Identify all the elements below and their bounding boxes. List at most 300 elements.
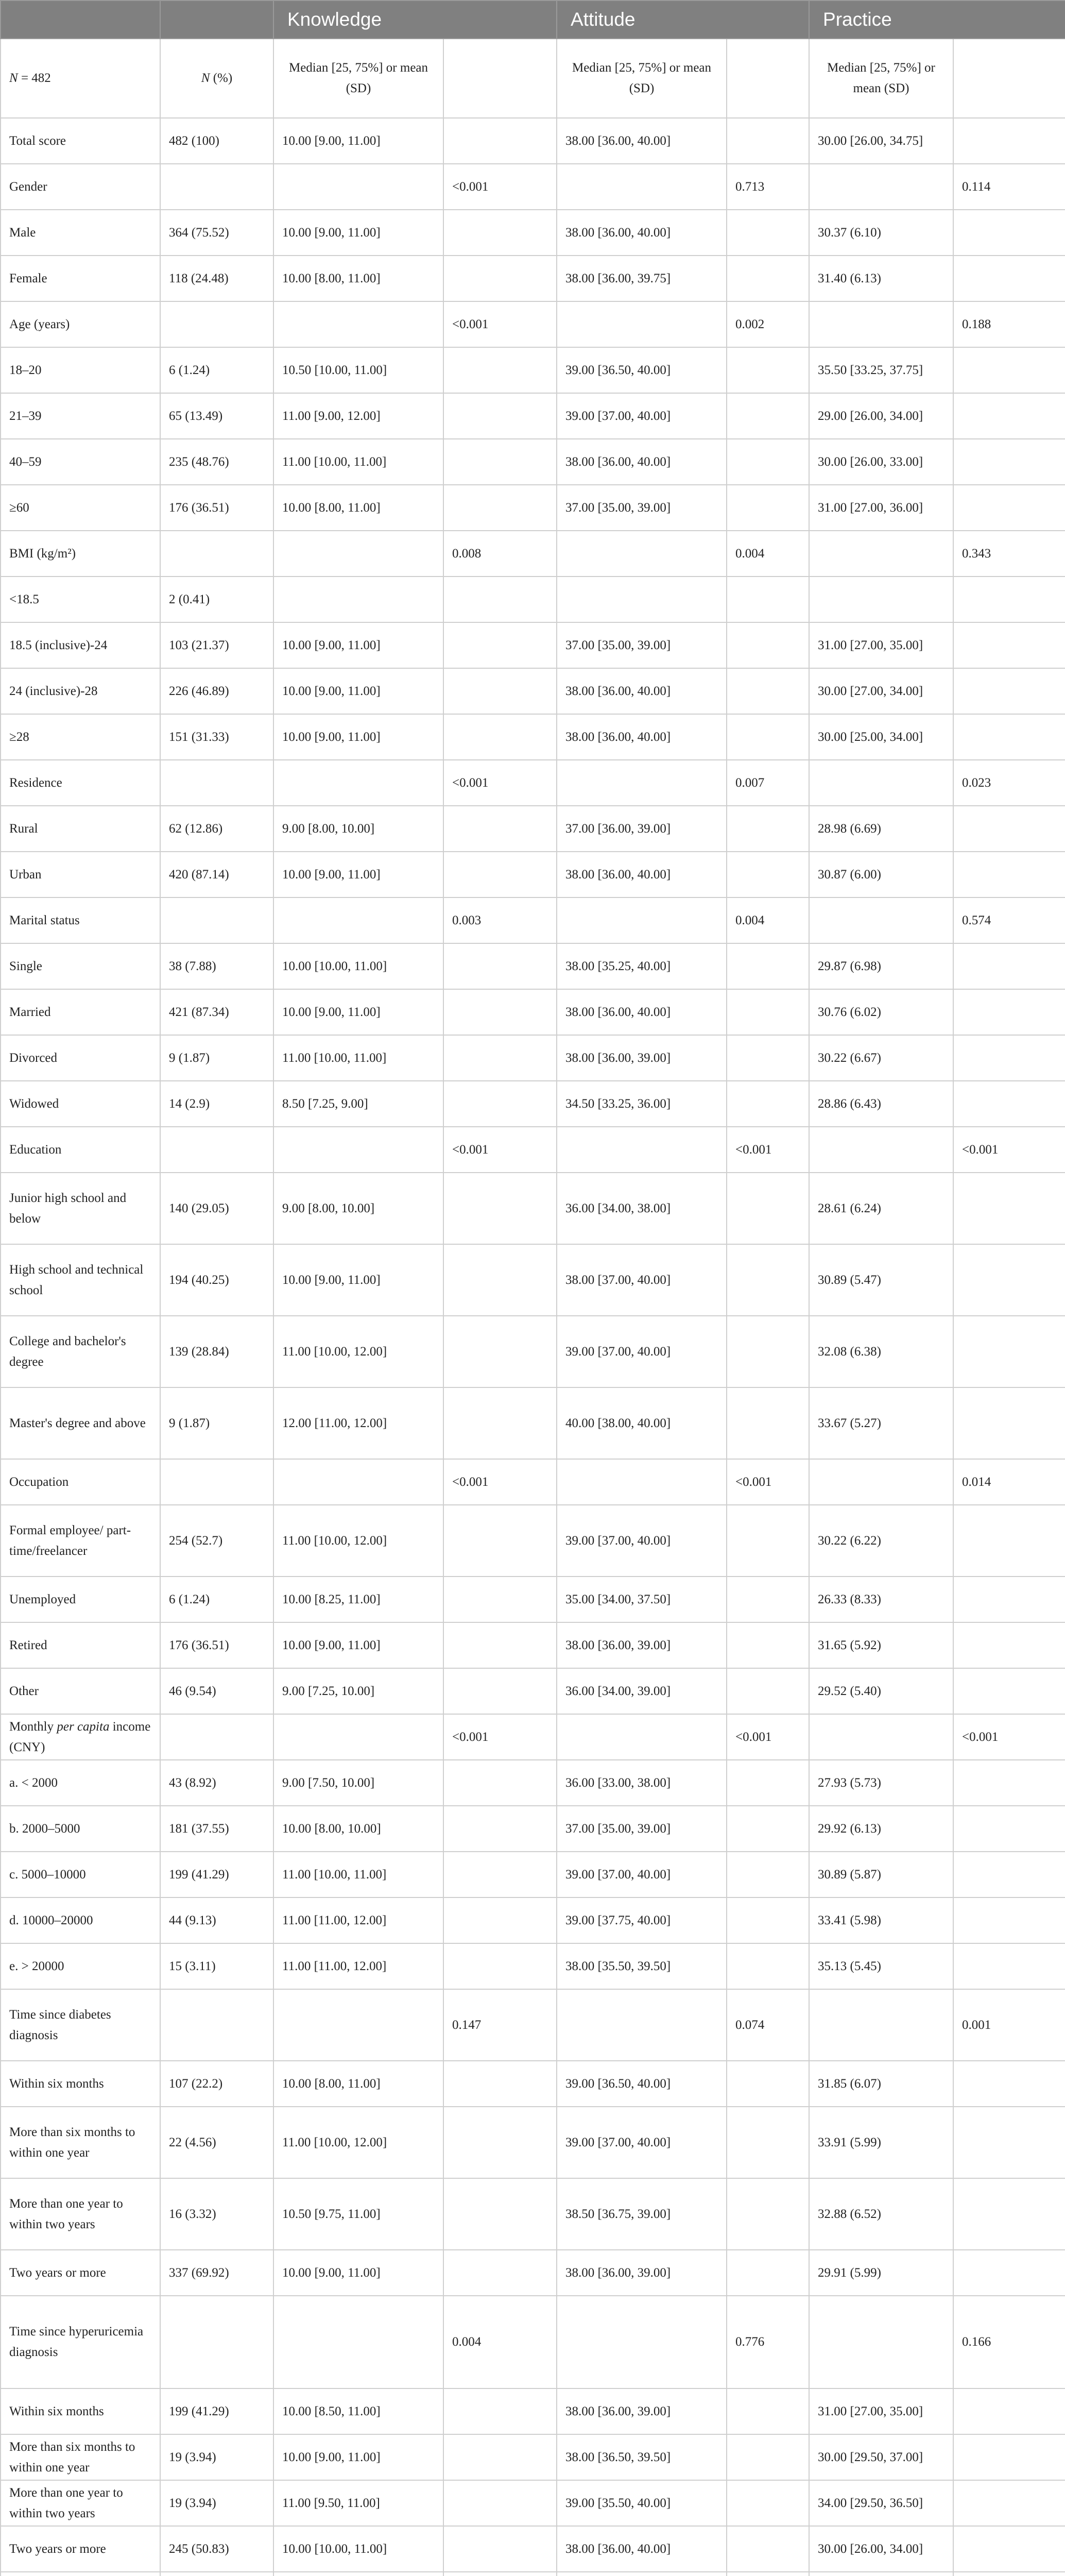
attitude-value: 39.00 [37.75, 40.00] [557,1897,727,1943]
row-label: BMI (kg/m²) [1,531,160,577]
practice-value [809,2572,953,2576]
table-row [1,577,1065,622]
practice-value: 29.00 [26.00, 34.00] [809,393,953,439]
attitude-p [727,393,809,439]
knowledge-value: 10.50 [10.00, 11.00] [273,347,443,393]
attitude-p [727,2572,809,2576]
n-percent [160,164,273,210]
practice-p [953,2526,1065,2572]
n-percent: 22 (4.56) [160,2107,273,2178]
knowledge-p [443,1760,557,1806]
attitude-p [727,1897,809,1943]
practice-value [809,301,953,347]
table-row [1,2178,1065,2250]
practice-p [953,943,1065,989]
practice-p [953,2061,1065,2107]
n-percent: 44 (9.13) [160,1897,273,1943]
attitude-value [557,760,727,806]
attitude-value: 38.50 [36.75, 39.00] [557,2178,727,2250]
table-row [1,1989,1065,2061]
knowledge-p: <0.001 [443,1714,557,1760]
knowledge-p: <0.001 [443,1459,557,1505]
attitude-value [557,2572,727,2576]
header-cell-blank-2 [160,1,273,39]
attitude-value: 38.00 [36.00, 40.00] [557,989,727,1035]
attitude-p [727,2388,809,2434]
attitude-p [727,210,809,256]
attitude-p [727,1622,809,1668]
knowledge-value: 10.00 [8.00, 11.00] [273,256,443,301]
practice-p [953,1943,1065,1989]
attitude-p [727,1316,809,1387]
knowledge-p [443,1505,557,1577]
knowledge-p [443,1316,557,1387]
practice-value: 34.00 [29.50, 36.50] [809,2480,953,2526]
knowledge-p [443,577,557,622]
table-row [1,2388,1065,2434]
knowledge-value: 9.00 [8.00, 10.00] [273,1173,443,1244]
attitude-p [727,989,809,1035]
knowledge-p [443,118,557,164]
table-row [1,760,1065,806]
knowledge-value: 10.00 [8.00, 10.00] [273,1806,443,1852]
practice-value: 27.93 (5.73) [809,1760,953,1806]
knowledge-value [273,897,443,943]
practice-p: 0.166 [953,2296,1065,2388]
knowledge-value: 9.00 [7.50, 10.00] [273,1760,443,1806]
attitude-value [557,164,727,210]
table-row [1,1316,1065,1387]
knowledge-p [443,256,557,301]
attitude-p [727,668,809,714]
attitude-value: 38.00 [36.00, 39.00] [557,2250,727,2296]
knowledge-value [273,1127,443,1173]
knowledge-p [443,2250,557,2296]
practice-p: 0.574 [953,897,1065,943]
row-label: More than one year to within two years [1,2178,160,2250]
table-row [1,1668,1065,1714]
attitude-p [727,2178,809,2250]
practice-p [953,393,1065,439]
table-row [1,256,1065,301]
table-row [1,1852,1065,1897]
practice-p [953,1760,1065,1806]
practice-p [953,1577,1065,1622]
knowledge-p [443,2434,557,2480]
practice-p [953,2178,1065,2250]
practice-p: 0.001 [953,1989,1065,2061]
knowledge-p [443,393,557,439]
n-percent: 364 (75.52) [160,210,273,256]
n-percent: 19 (3.94) [160,2480,273,2526]
knowledge-value: 10.00 [9.00, 11.00] [273,668,443,714]
practice-p: <0.001 [953,1127,1065,1173]
practice-p: 0.114 [953,164,1065,210]
row-label: Time since diabetes diagnosis [1,1989,160,2061]
practice-p-label [953,39,1065,118]
n-percent: 103 (21.37) [160,622,273,668]
n-percent [160,1989,273,2061]
knowledge-p [443,2178,557,2250]
practice-value: 30.89 (5.47) [809,1244,953,1316]
knowledge-value: 11.00 [10.00, 11.00] [273,439,443,485]
practice-value: 30.00 [27.00, 34.00] [809,668,953,714]
practice-value [809,1127,953,1173]
n-percent: 226 (46.89) [160,668,273,714]
sample-size-label: N = 482 [1,39,160,118]
row-label: Married [1,989,160,1035]
n-percent: 421 (87.34) [160,989,273,1035]
attitude-value: 38.00 [36.00, 40.00] [557,668,727,714]
practice-value: 31.00 [27.00, 36.00] [809,485,953,531]
table-row [1,1577,1065,1622]
row-label: Within six months [1,2061,160,2107]
row-label: Time since hyperuricemia diagnosis [1,2296,160,2388]
attitude-value: 39.00 [36.50, 40.00] [557,2061,727,2107]
knowledge-value: 10.00 [9.00, 11.00] [273,852,443,897]
n-percent [160,301,273,347]
attitude-value: 39.00 [37.00, 40.00] [557,393,727,439]
knowledge-value: 11.00 [9.50, 11.00] [273,2480,443,2526]
practice-value: 31.65 (5.92) [809,1622,953,1668]
n-percent: 43 (8.92) [160,1760,273,1806]
practice-p [953,668,1065,714]
knowledge-p [443,1035,557,1081]
attitude-value: 38.00 [35.25, 40.00] [557,943,727,989]
attitude-p [727,2526,809,2572]
attitude-p: 0.776 [727,2296,809,2388]
practice-value [809,164,953,210]
knowledge-p: 0.003 [443,897,557,943]
n-percent: 176 (36.51) [160,485,273,531]
attitude-p [727,2107,809,2178]
n-percent: 9 (1.87) [160,1387,273,1459]
practice-value: 28.98 (6.69) [809,806,953,852]
knowledge-p [443,2480,557,2526]
practice-p [953,1897,1065,1943]
attitude-p: 0.004 [727,897,809,943]
n-percent: 199 (41.29) [160,1852,273,1897]
knowledge-value: 10.00 [9.00, 11.00] [273,989,443,1035]
knowledge-value: 10.00 [8.50, 11.00] [273,2388,443,2434]
attitude-p [727,577,809,622]
knowledge-value: 10.00 [8.25, 11.00] [273,1577,443,1622]
attitude-p [727,118,809,164]
knowledge-p [443,1577,557,1622]
row-label: Gender [1,164,160,210]
row-label: d. 10000–20000 [1,1897,160,1943]
attitude-p [727,2061,809,2107]
attitude-value: 38.00 [37.00, 40.00] [557,1244,727,1316]
knowledge-value [273,577,443,622]
table-header-row [1,1,1065,39]
practice-p [953,1622,1065,1668]
practice-value: 29.87 (6.98) [809,943,953,989]
row-label: Master's degree and above [1,1387,160,1459]
practice-p [953,347,1065,393]
practice-value: 30.87 (6.00) [809,852,953,897]
practice-value: 33.91 (5.99) [809,2107,953,2178]
n-percent: 15 (3.11) [160,1943,273,1989]
attitude-p [727,1852,809,1897]
attitude-p [727,1244,809,1316]
practice-value: 30.22 (6.67) [809,1035,953,1081]
practice-value: 28.61 (6.24) [809,1173,953,1244]
n-percent: 19 (3.94) [160,2434,273,2480]
knowledge-p [443,210,557,256]
attitude-value: 38.00 [36.00, 40.00] [557,852,727,897]
row-label: Formal employee/ part-time/freelancer [1,1505,160,1577]
table-row [1,2061,1065,2107]
knowledge-value: 10.00 [8.00, 11.00] [273,2061,443,2107]
knowledge-value: 10.00 [9.00, 11.00] [273,1622,443,1668]
knowledge-p [443,2388,557,2434]
knowledge-value: 8.50 [7.25, 9.00] [273,1081,443,1127]
practice-value: 32.08 (6.38) [809,1316,953,1387]
row-label: Education [1,1127,160,1173]
practice-p [953,989,1065,1035]
attitude-p [727,1806,809,1852]
practice-value: 29.52 (5.40) [809,1668,953,1714]
row-label: Total score [1,118,160,164]
practice-p [953,2250,1065,2296]
attitude-value: 37.00 [35.00, 39.00] [557,485,727,531]
attitude-value: 37.00 [36.00, 39.00] [557,806,727,852]
attitude-value: 39.00 [37.00, 40.00] [557,2107,727,2178]
row-label: Age (years) [1,301,160,347]
practice-p [953,852,1065,897]
table-row [1,2572,1065,2576]
table-row [1,1035,1065,1081]
n-percent: 2 (0.41) [160,577,273,622]
practice-value [809,1989,953,2061]
attitude-p: <0.001 [727,1127,809,1173]
n-percent: 9 (1.87) [160,1035,273,1081]
knowledge-p: <0.001 [443,760,557,806]
practice-value: 31.00 [27.00, 35.00] [809,2388,953,2434]
table-row [1,2526,1065,2572]
table-row [1,1714,1065,1760]
attitude-p [727,1760,809,1806]
attitude-value: 38.00 [36.00, 39.00] [557,1035,727,1081]
attitude-p [727,1943,809,1989]
knowledge-value: 10.00 [9.00, 11.00] [273,2250,443,2296]
n-percent: 107 (22.2) [160,2061,273,2107]
practice-value: 26.33 (8.33) [809,1577,953,1622]
knowledge-value: 10.50 [9.75, 11.00] [273,2178,443,2250]
row-label: 18–20 [1,347,160,393]
n-percent: 235 (48.76) [160,439,273,485]
row-label: Occupation [1,1459,160,1505]
practice-p [953,806,1065,852]
attitude-value: 37.00 [35.00, 39.00] [557,622,727,668]
row-label: c. 5000–10000 [1,1852,160,1897]
attitude-p: 0.002 [727,301,809,347]
knowledge-value: 11.00 [10.00, 12.00] [273,2107,443,2178]
n-percent [160,1714,273,1760]
knowledge-p [443,1244,557,1316]
practice-value: 33.67 (5.27) [809,1387,953,1459]
practice-value [809,577,953,622]
attitude-value: 38.00 [35.50, 39.50] [557,1943,727,1989]
attitude-p: 0.713 [727,164,809,210]
table-body [1,118,1065,2576]
table-row [1,989,1065,1035]
knowledge-p: <0.001 [443,301,557,347]
knowledge-p [443,485,557,531]
attitude-value: 34.50 [33.25, 36.00] [557,1081,727,1127]
practice-p [953,1035,1065,1081]
row-label: Retired [1,1622,160,1668]
knowledge-p [443,943,557,989]
attitude-p [727,439,809,485]
attitude-p [727,347,809,393]
row-label: Two years or more [1,2250,160,2296]
knowledge-value: 11.00 [10.00, 11.00] [273,1035,443,1081]
knowledge-p: <0.001 [443,1127,557,1173]
header-attitude: Attitude [557,1,809,39]
practice-p: 0.343 [953,531,1065,577]
attitude-p-label [727,39,809,118]
practice-value: 30.76 (6.02) [809,989,953,1035]
attitude-p [727,2250,809,2296]
attitude-value [557,1459,727,1505]
row-label: Monthly per capita income (CNY) [1,1714,160,1760]
attitude-value [557,577,727,622]
attitude-p: <0.001 [727,1459,809,1505]
attitude-stat-label: Median [25, 75%] or mean (SD) [557,39,727,118]
practice-value: 30.00 [26.00, 34.75] [809,118,953,164]
table-row [1,1387,1065,1459]
knowledge-p [443,1806,557,1852]
table-row [1,852,1065,897]
row-label: Two years or more [1,2526,160,2572]
knowledge-value: 10.00 [9.00, 11.00] [273,714,443,760]
header-cell-blank-1 [1,1,160,39]
row-label: Male [1,210,160,256]
knowledge-value [273,760,443,806]
attitude-value: 39.00 [37.00, 40.00] [557,1316,727,1387]
row-label: College and bachelor's degree [1,1316,160,1387]
attitude-value: 38.00 [36.50, 39.50] [557,2434,727,2480]
knowledge-p [443,806,557,852]
attitude-value: 38.00 [36.00, 39.75] [557,256,727,301]
n-percent: 6 (1.24) [160,1577,273,1622]
attitude-p [727,1668,809,1714]
practice-p [953,577,1065,622]
n-percent [160,531,273,577]
knowledge-p [443,1897,557,1943]
attitude-value: 38.00 [36.00, 40.00] [557,118,727,164]
practice-value [809,1714,953,1760]
attitude-value: 38.00 [36.00, 40.00] [557,439,727,485]
practice-p [953,622,1065,668]
knowledge-stat-label: Median [25, 75%] or mean (SD) [273,39,443,118]
n-percent: 199 (41.29) [160,2388,273,2434]
knowledge-value [273,2572,443,2576]
practice-value: 33.41 (5.98) [809,1897,953,1943]
knowledge-value [273,531,443,577]
row-label: a. < 2000 [1,1760,160,1806]
practice-p [953,1668,1065,1714]
knowledge-value: 10.00 [10.00, 11.00] [273,943,443,989]
table-row [1,1459,1065,1505]
practice-p [953,1505,1065,1577]
n-percent [160,897,273,943]
row-label: 18.5 (inclusive)-24 [1,622,160,668]
knowledge-p: <0.001 [443,164,557,210]
attitude-value [557,2296,727,2388]
practice-p [953,439,1065,485]
knowledge-value: 11.00 [10.00, 12.00] [273,1316,443,1387]
table-row [1,1505,1065,1577]
table-row [1,2296,1065,2388]
knowledge-value: 10.00 [9.00, 11.00] [273,622,443,668]
table-row [1,164,1065,210]
attitude-value: 38.00 [36.00, 39.00] [557,2388,727,2434]
knowledge-p [443,439,557,485]
attitude-value: 35.00 [34.00, 37.50] [557,1577,727,1622]
table-row [1,485,1065,531]
practice-value: 32.88 (6.52) [809,2178,953,2250]
table-row [1,393,1065,439]
knowledge-value: 10.00 [9.00, 11.00] [273,2434,443,2480]
attitude-value: 40.00 [38.00, 40.00] [557,1387,727,1459]
n-percent [160,2572,273,2576]
knowledge-value [273,301,443,347]
knowledge-value: 11.00 [10.00, 12.00] [273,1505,443,1577]
knowledge-p [443,989,557,1035]
attitude-p [727,1387,809,1459]
knowledge-value: 9.00 [7.25, 10.00] [273,1668,443,1714]
n-percent: 420 (87.14) [160,852,273,897]
header-knowledge: Knowledge [273,1,557,39]
attitude-p: 0.074 [727,1989,809,2061]
practice-value: 29.92 (6.13) [809,1806,953,1852]
table-row [1,1806,1065,1852]
n-percent: 118 (24.48) [160,256,273,301]
row-label: Within six months [1,2388,160,2434]
table-row [1,622,1065,668]
practice-value: 29.91 (5.99) [809,2250,953,2296]
attitude-p: 0.004 [727,531,809,577]
attitude-p: 0.007 [727,760,809,806]
knowledge-value: 11.00 [11.00, 12.00] [273,1897,443,1943]
row-label: Urban [1,852,160,897]
knowledge-value: 10.00 [8.00, 11.00] [273,485,443,531]
n-percent: 140 (29.05) [160,1173,273,1244]
attitude-value: 38.00 [36.00, 40.00] [557,714,727,760]
practice-p: <0.001 [953,1714,1065,1760]
row-label: High school and technical school [1,1244,160,1316]
knowledge-value: 9.00 [8.00, 10.00] [273,806,443,852]
practice-p [953,2480,1065,2526]
row-label: Divorced [1,1035,160,1081]
n-percent: 176 (36.51) [160,1622,273,1668]
knowledge-value [273,2296,443,2388]
practice-value: 30.89 (5.87) [809,1852,953,1897]
n-percent: 65 (13.49) [160,393,273,439]
knowledge-p [443,714,557,760]
practice-value [809,897,953,943]
practice-value [809,1459,953,1505]
n-percent: 14 (2.9) [160,1081,273,1127]
table-row [1,347,1065,393]
attitude-value: 36.00 [34.00, 38.00] [557,1173,727,1244]
attitude-p [727,2434,809,2480]
attitude-value [557,1989,727,2061]
table-row [1,2434,1065,2480]
